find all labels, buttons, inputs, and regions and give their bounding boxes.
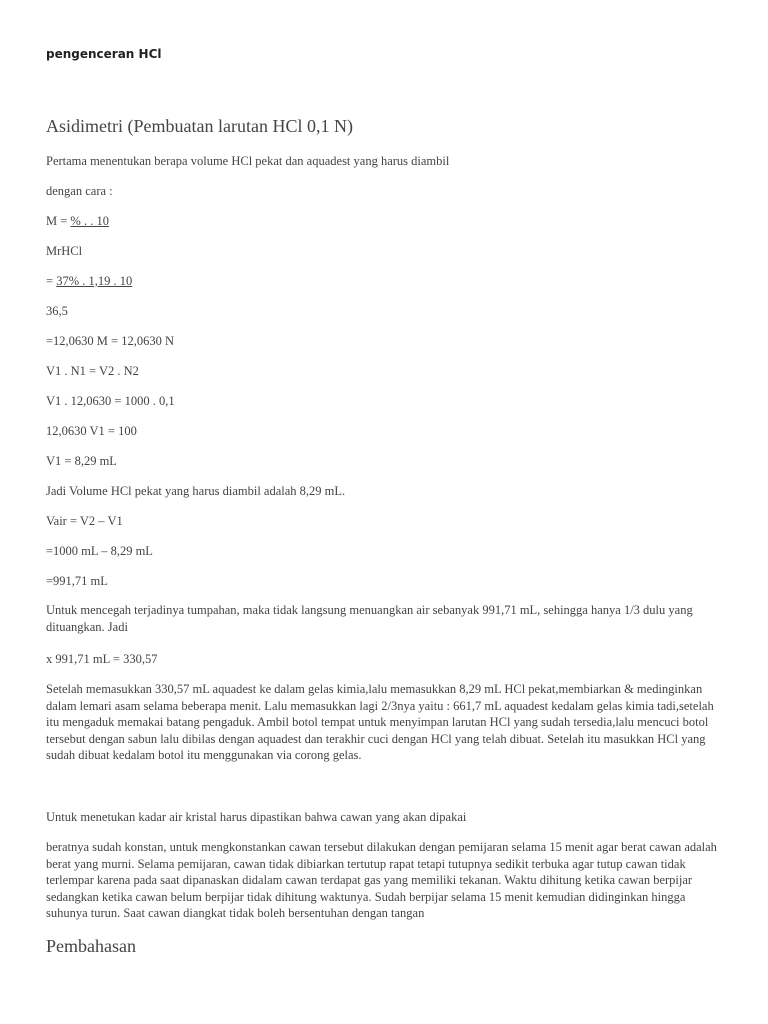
text-line: =12,0630 M = 12,0630 N [46,334,174,348]
paragraph: beratnya sudah konstan, untuk mengkonstankan cawan tersebut dilakukan dengan pemijaran selama 15 menit agar berat cawan adalah berat yang murni. Selama pemijaran, cawan tidak dibiarkan tertutup rapat tetapi tutupnya sedikit terbuka agar tutup cawan tidak terlempar karena pada saat dipanaskan didalam cawan terdapat gas yang memiliki tekanan. Waktu dihitung ketika cawan berpijar sedangkan ketika cawan belum berpijar tidak dihitung waktunya. Sudah berpijar selama 15 menit kemudian didinginkan hingga suhunya turun. Saat cawan diangkat tidak boleh bersentuhan dengan tangan [46,840,717,920]
text-line: Pertama menentukan berapa volume HCl pekat dan aquadest yang harus diambil [46,154,450,168]
formula-numerator: % . . 10 [70,214,109,228]
text-line: =991,71 mL [46,574,108,588]
text-line: x 991,71 mL = 330,57 [46,652,158,666]
text-line: MrHCl [46,244,83,258]
document-title: pengenceran HCl [46,47,162,61]
text-line: Vair = V2 – V1 [46,514,123,528]
text-line: Untuk menetukan kadar air kristal harus dipastikan bahwa cawan yang akan dipakai [46,810,467,824]
paragraph: Untuk mencegah terjadinya tumpahan, maka tidak langsung menuangkan air sebanyak 991,71 mL, sehingga hanya 1/3 dulu yang dituangkan. Jadi [46,603,693,634]
text-line: dengan cara : [46,184,113,198]
text-line: V1 = 8,29 mL [46,454,117,468]
paragraph: Setelah memasukkan 330,57 mL aquadest ke dalam gelas kimia,lalu memasukkan 8,29 mL HCl pekat,membiarkan & medinginkan dalam lemari asam selama beberapa menit. Lalu memasukkan lagi 2/3nya yaitu : 661,7 mL aquadest kedalam gelas kimia tadi,setelah itu mengaduk memakai batang pengaduk. Ambil botol tempat untuk menyimpan larutan HCl yang sudah tersedia,lalu mencuci botol tersebut dengan sabun lalu dibilas dengan aquadest dan terakhir cuci dengan HCl yang telah dibuat. Setelah itu masukkan HCl yang sudah dibuat kedalam botol itu menggunakan via corong gelas. [46,682,714,762]
text-line: V1 . N1 = V2 . N2 [46,364,139,378]
section-heading-pembahasan: Pembahasan [46,936,136,956]
formula-prefix: = [46,274,57,288]
text-line: 12,0630 V1 = 100 [46,424,137,438]
formula-line [46,213,109,229]
formula-prefix: M = [46,214,71,228]
text-line: V1 . 12,0630 = 1000 . 0,1 [46,394,175,408]
text-line: 36,5 [46,304,68,318]
section-heading-asidimetri: Asidimetri (Pembuatan larutan HCl 0,1 N) [46,116,353,136]
text-line: =1000 mL – 8,29 mL [46,544,153,558]
formula-line [46,273,132,289]
text-line: Jadi Volume HCl pekat yang harus diambil adalah 8,29 mL. [46,484,346,498]
formula-numerator: 37% . 1,19 . 10 [56,274,133,288]
